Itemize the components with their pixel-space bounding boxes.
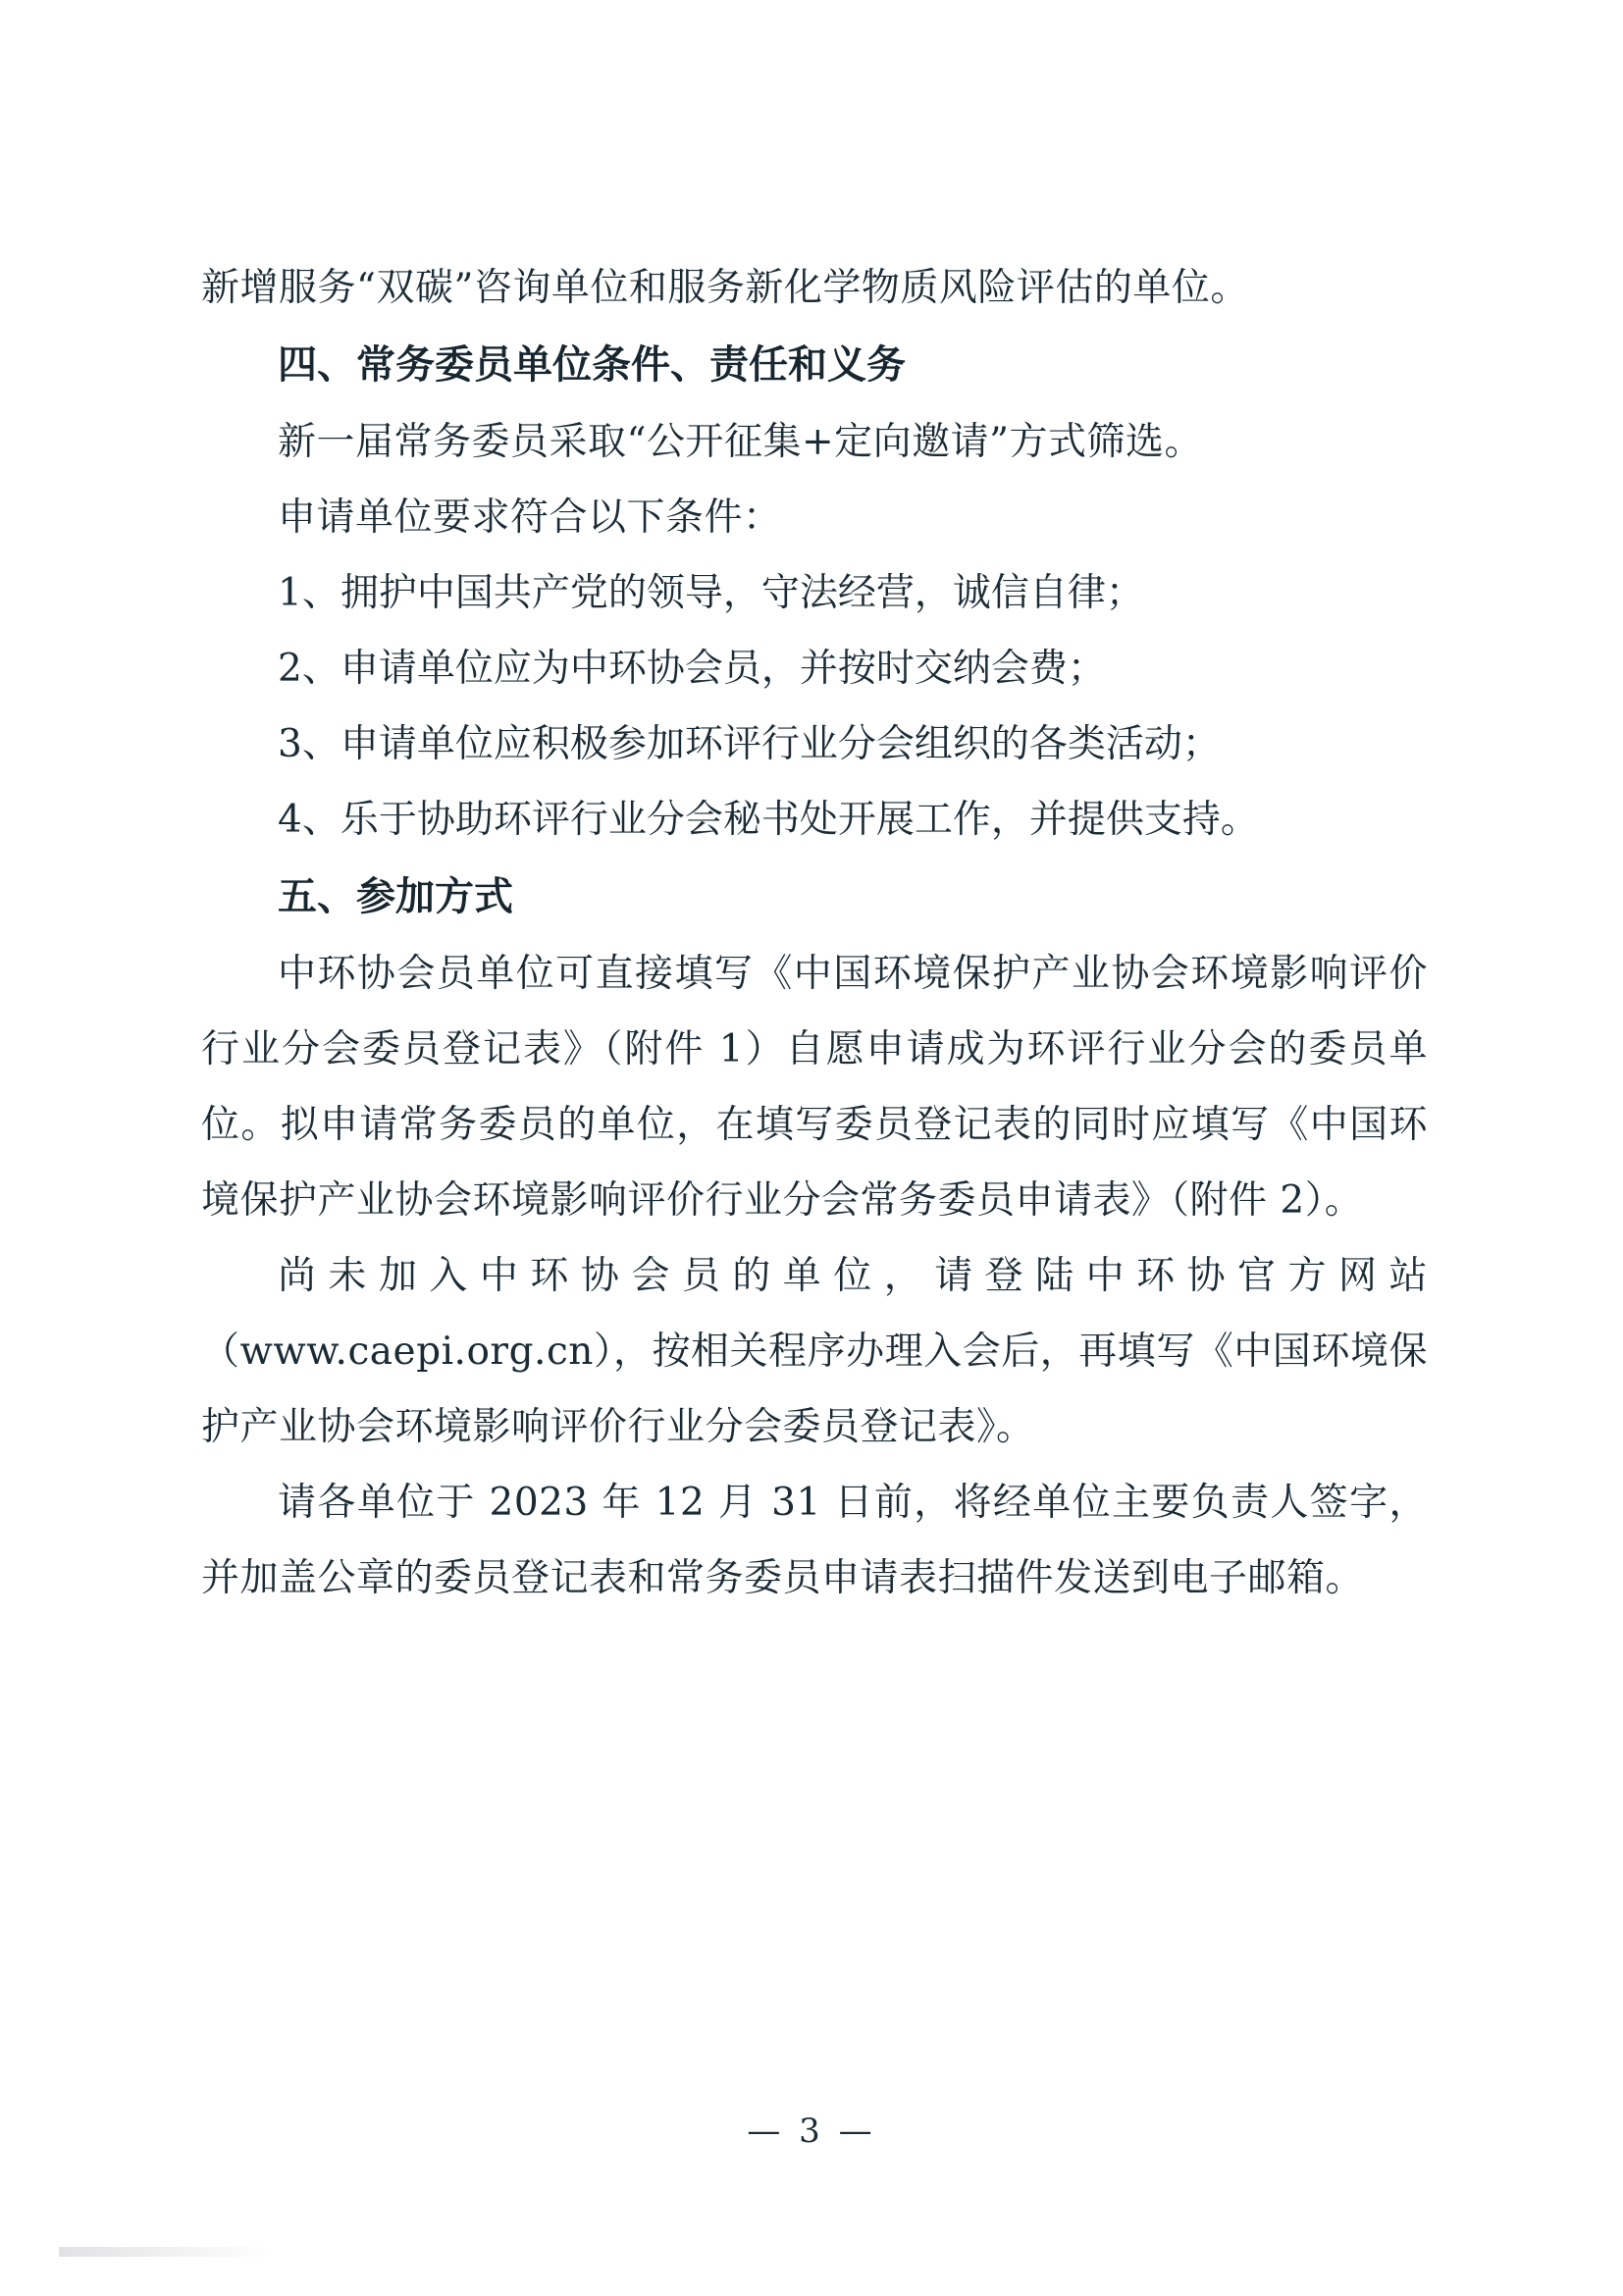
paragraph-conditions-lead: 申请单位要求符合以下条件： xyxy=(278,496,782,540)
section-heading-four: 四、常务委员单位条件、责任和义务 xyxy=(278,341,906,388)
page-number: — 3 — xyxy=(747,2112,876,2151)
section-heading-five: 五、参加方式 xyxy=(278,873,513,919)
paragraph-submission-deadline: 请各单位于 2023 年 12 月 31 日前，将经单位主要负责人签字，并加盖公章的委员登记表和常务委员申请表扫描件发送到电子邮箱。 xyxy=(201,1481,1428,1600)
list-item: 2、申请单位应为中环协会员，并按时交纳会费； xyxy=(278,647,1106,691)
paragraph-member-units: 中环协会员单位可直接填写《中国环境保护产业协会环境影响评价行业分会委员登记表》（附件 1）自愿申请成为环评行业分会的委员单位。拟申请常务委员的单位，在填写委员登记表的同时应填写《中国环境保护产业协会环境影响评价行业分会常务委员申请表》（附件 2）。 xyxy=(201,952,1428,1223)
list-item: 1、拥护中国共产党的领导，守法经营，诚信自律； xyxy=(278,571,1144,615)
list-item: 3、申请单位应积极参加环评行业分会组织的各类活动； xyxy=(278,722,1221,766)
scan-artifact xyxy=(59,2247,275,2257)
paragraph-carbon-units: 新增服务“双碳”咨询单位和服务新化学物质风险评估的单位。 xyxy=(201,266,1249,310)
list-item: 4、乐于协助环评行业分会秘书处开展工作，并提供支持。 xyxy=(278,798,1259,842)
paragraph-non-member-units: 尚未加入中环协会员的单位，请登陆中环协官方网站（www.caepi.org.cn），按相关程序办理入会后，再填写《中国环境保护产业协会环境影响评价行业分会委员登记表》。 xyxy=(201,1254,1428,1449)
document-body xyxy=(201,250,1428,1616)
paragraph-selection-method: 新一届常务委员采取“公开征集+定向邀请”方式筛选。 xyxy=(278,420,1204,464)
